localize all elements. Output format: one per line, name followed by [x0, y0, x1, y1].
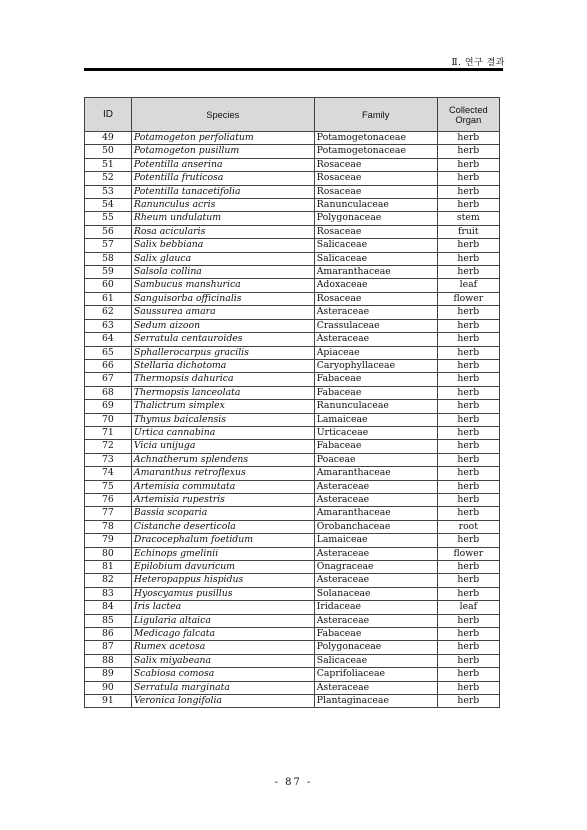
- cell-family: Solanaceae: [314, 587, 437, 600]
- cell-family: Asteraceae: [314, 333, 437, 346]
- cell-id: 72: [85, 440, 132, 453]
- table-row: [85, 158, 500, 171]
- table-row: [85, 225, 500, 238]
- cell-id: 85: [85, 614, 132, 627]
- cell-id: 51: [85, 158, 132, 171]
- cell-id: 82: [85, 574, 132, 587]
- cell-species: Potentilla anserina: [131, 158, 314, 171]
- cell-family: Fabaceae: [314, 386, 437, 399]
- cell-species: Potamogeton perfoliatum: [131, 132, 314, 145]
- cell-species: Achnatherum splendens: [131, 453, 314, 466]
- cell-family: Ranunculaceae: [314, 400, 437, 413]
- table-row: [85, 547, 500, 560]
- table-row: [85, 132, 500, 145]
- cell-family: Asteraceae: [314, 493, 437, 506]
- table-row: [85, 453, 500, 466]
- cell-species: Salix bebbiana: [131, 239, 314, 252]
- cell-family: Plantaginaceae: [314, 695, 437, 708]
- cell-organ: herb: [437, 493, 499, 506]
- cell-species: Dracocephalum foetidum: [131, 534, 314, 547]
- cell-id: 64: [85, 333, 132, 346]
- cell-species: Bassia scoparia: [131, 507, 314, 520]
- cell-organ: herb: [437, 614, 499, 627]
- cell-organ: herb: [437, 145, 499, 158]
- cell-species: Potamogeton pusillum: [131, 145, 314, 158]
- column-header-collected-organ: [437, 98, 499, 132]
- cell-family: Polygonaceae: [314, 641, 437, 654]
- table-body: [85, 132, 500, 708]
- cell-organ: root: [437, 520, 499, 533]
- cell-id: 67: [85, 373, 132, 386]
- table-row: [85, 239, 500, 252]
- cell-family: Rosaceae: [314, 172, 437, 185]
- cell-family: Fabaceae: [314, 440, 437, 453]
- cell-organ: herb: [437, 252, 499, 265]
- cell-species: Sambucus manshurica: [131, 279, 314, 292]
- header-rule: [84, 68, 503, 71]
- cell-family: Crassulaceae: [314, 319, 437, 332]
- cell-family: Amaranthaceae: [314, 266, 437, 279]
- cell-organ: herb: [437, 359, 499, 372]
- table-row: [85, 400, 500, 413]
- cell-id: 78: [85, 520, 132, 533]
- cell-id: 71: [85, 426, 132, 439]
- cell-family: Asteraceae: [314, 681, 437, 694]
- cell-species: Thermopsis lanceolata: [131, 386, 314, 399]
- cell-id: 66: [85, 359, 132, 372]
- cell-family: Fabaceae: [314, 373, 437, 386]
- table-row: [85, 252, 500, 265]
- table-row: [85, 346, 500, 359]
- table-row: [85, 507, 500, 520]
- cell-family: Adoxaceae: [314, 279, 437, 292]
- cell-organ: herb: [437, 587, 499, 600]
- table-row: [85, 561, 500, 574]
- cell-organ: herb: [437, 628, 499, 641]
- cell-id: 75: [85, 480, 132, 493]
- table-row: [85, 654, 500, 667]
- cell-id: 84: [85, 601, 132, 614]
- cell-id: 91: [85, 695, 132, 708]
- cell-species: Thermopsis dahurica: [131, 373, 314, 386]
- cell-species: Echinops gmelinii: [131, 547, 314, 560]
- cell-id: 77: [85, 507, 132, 520]
- cell-species: Potentilla fruticosa: [131, 172, 314, 185]
- table-row: [85, 574, 500, 587]
- collected-organ-line1: Collected: [448, 104, 488, 115]
- cell-id: 76: [85, 493, 132, 506]
- cell-organ: herb: [437, 574, 499, 587]
- cell-id: 56: [85, 225, 132, 238]
- cell-organ: herb: [437, 654, 499, 667]
- cell-family: Potamogetonaceae: [314, 132, 437, 145]
- cell-id: 86: [85, 628, 132, 641]
- cell-species: Thalictrum simplex: [131, 400, 314, 413]
- table-row: [85, 628, 500, 641]
- cell-species: Potentilla tanacetifolia: [131, 185, 314, 198]
- cell-id: 54: [85, 199, 132, 212]
- cell-organ: herb: [437, 453, 499, 466]
- cell-species: Salix miyabeana: [131, 654, 314, 667]
- cell-id: 55: [85, 212, 132, 225]
- cell-family: Lamaiceae: [314, 413, 437, 426]
- table-row: [85, 279, 500, 292]
- cell-family: Asteraceae: [314, 480, 437, 493]
- table-row: [85, 172, 500, 185]
- collected-organ-line2: Organ: [455, 114, 482, 125]
- table-row: [85, 601, 500, 614]
- cell-id: 83: [85, 587, 132, 600]
- cell-id: 61: [85, 292, 132, 305]
- cell-species: Artemisia rupestris: [131, 493, 314, 506]
- cell-family: Fabaceae: [314, 628, 437, 641]
- cell-id: 59: [85, 266, 132, 279]
- table-row: [85, 359, 500, 372]
- cell-family: Amaranthaceae: [314, 507, 437, 520]
- cell-id: 73: [85, 453, 132, 466]
- cell-species: Scabiosa comosa: [131, 668, 314, 681]
- table-row: [85, 373, 500, 386]
- cell-species: Saussurea amara: [131, 306, 314, 319]
- cell-id: 49: [85, 132, 132, 145]
- cell-family: Potamogetonaceae: [314, 145, 437, 158]
- table-row: [85, 185, 500, 198]
- cell-organ: herb: [437, 400, 499, 413]
- cell-family: Asteraceae: [314, 614, 437, 627]
- cell-id: 60: [85, 279, 132, 292]
- cell-family: Urticaceae: [314, 426, 437, 439]
- table-row: [85, 440, 500, 453]
- cell-species: Sedum aizoon: [131, 319, 314, 332]
- cell-id: 88: [85, 654, 132, 667]
- header-row: [85, 98, 500, 132]
- cell-id: 62: [85, 306, 132, 319]
- cell-species: Amaranthus retroflexus: [131, 467, 314, 480]
- cell-family: Lamaiceae: [314, 534, 437, 547]
- cell-id: 90: [85, 681, 132, 694]
- cell-organ: herb: [437, 346, 499, 359]
- cell-organ: herb: [437, 386, 499, 399]
- cell-organ: herb: [437, 467, 499, 480]
- cell-organ: herb: [437, 185, 499, 198]
- table-row: [85, 668, 500, 681]
- cell-organ: herb: [437, 681, 499, 694]
- cell-species: Ligularia altaica: [131, 614, 314, 627]
- cell-id: 79: [85, 534, 132, 547]
- cell-species: Stellaria dichotoma: [131, 359, 314, 372]
- cell-organ: herb: [437, 440, 499, 453]
- cell-organ: herb: [437, 199, 499, 212]
- cell-species: Medicago falcata: [131, 628, 314, 641]
- cell-species: Sanguisorba officinalis: [131, 292, 314, 305]
- cell-id: 69: [85, 400, 132, 413]
- cell-organ: leaf: [437, 601, 499, 614]
- table-row: [85, 467, 500, 480]
- cell-organ: herb: [437, 239, 499, 252]
- cell-species: Rheum undulatum: [131, 212, 314, 225]
- cell-species: Rumex acetosa: [131, 641, 314, 654]
- cell-species: Hyoscyamus pusillus: [131, 587, 314, 600]
- table-row: [85, 413, 500, 426]
- cell-organ: herb: [437, 561, 499, 574]
- cell-organ: herb: [437, 373, 499, 386]
- table-row: [85, 212, 500, 225]
- cell-id: 81: [85, 561, 132, 574]
- cell-species: Thymus baicalensis: [131, 413, 314, 426]
- table-row: [85, 641, 500, 654]
- cell-organ: herb: [437, 534, 499, 547]
- cell-id: 68: [85, 386, 132, 399]
- table-row: [85, 145, 500, 158]
- cell-id: 58: [85, 252, 132, 265]
- cell-id: 63: [85, 319, 132, 332]
- cell-family: Rosaceae: [314, 158, 437, 171]
- cell-organ: herb: [437, 172, 499, 185]
- cell-family: Polygonaceae: [314, 212, 437, 225]
- table-row: [85, 199, 500, 212]
- cell-family: Rosaceae: [314, 185, 437, 198]
- cell-family: Poaceae: [314, 453, 437, 466]
- cell-species: Salix glauca: [131, 252, 314, 265]
- table-row: [85, 520, 500, 533]
- cell-id: 52: [85, 172, 132, 185]
- table-row: [85, 333, 500, 346]
- table-row: [85, 681, 500, 694]
- cell-family: Caryophyllaceae: [314, 359, 437, 372]
- cell-species: Serratula centauroides: [131, 333, 314, 346]
- cell-species: Salsola collina: [131, 266, 314, 279]
- cell-organ: herb: [437, 641, 499, 654]
- table-row: [85, 292, 500, 305]
- table-row: [85, 587, 500, 600]
- cell-species: Cistanche deserticola: [131, 520, 314, 533]
- table-row: [85, 695, 500, 708]
- cell-organ: herb: [437, 507, 499, 520]
- column-header-species: Species: [131, 98, 314, 132]
- cell-family: Rosaceae: [314, 225, 437, 238]
- cell-family: Apiaceae: [314, 346, 437, 359]
- cell-family: Onagraceae: [314, 561, 437, 574]
- cell-family: Caprifoliaceae: [314, 668, 437, 681]
- section-header: Ⅱ. 연구 결과: [451, 58, 505, 68]
- cell-family: Asteraceae: [314, 547, 437, 560]
- cell-family: Salicaceae: [314, 239, 437, 252]
- cell-species: Vicia unijuga: [131, 440, 314, 453]
- cell-family: Amaranthaceae: [314, 467, 437, 480]
- cell-species: Urtica cannabina: [131, 426, 314, 439]
- column-header-family: Family: [314, 98, 437, 132]
- cell-organ: flower: [437, 292, 499, 305]
- cell-organ: herb: [437, 306, 499, 319]
- table-row: [85, 426, 500, 439]
- cell-organ: flower: [437, 547, 499, 560]
- cell-id: 50: [85, 145, 132, 158]
- cell-family: Asteraceae: [314, 306, 437, 319]
- cell-organ: herb: [437, 319, 499, 332]
- table-row: [85, 319, 500, 332]
- cell-organ: herb: [437, 266, 499, 279]
- cell-species: Artemisia commutata: [131, 480, 314, 493]
- cell-family: Salicaceae: [314, 654, 437, 667]
- cell-organ: herb: [437, 668, 499, 681]
- table-row: [85, 534, 500, 547]
- cell-organ: herb: [437, 158, 499, 171]
- column-header-id: ID: [85, 98, 132, 132]
- cell-id: 65: [85, 346, 132, 359]
- cell-id: 89: [85, 668, 132, 681]
- cell-organ: herb: [437, 426, 499, 439]
- cell-family: Rosaceae: [314, 292, 437, 305]
- table-row: [85, 614, 500, 627]
- cell-family: Ranunculaceae: [314, 199, 437, 212]
- cell-id: 80: [85, 547, 132, 560]
- cell-species: Serratula marginata: [131, 681, 314, 694]
- cell-family: Asteraceae: [314, 574, 437, 587]
- cell-organ: herb: [437, 480, 499, 493]
- species-table: [84, 97, 500, 708]
- cell-species: Sphallerocarpus gracilis: [131, 346, 314, 359]
- cell-family: Salicaceae: [314, 252, 437, 265]
- table-header: [85, 98, 500, 132]
- cell-species: Rosa acicularis: [131, 225, 314, 238]
- cell-id: 57: [85, 239, 132, 252]
- cell-id: 70: [85, 413, 132, 426]
- cell-species: Ranunculus acris: [131, 199, 314, 212]
- cell-id: 53: [85, 185, 132, 198]
- cell-id: 87: [85, 641, 132, 654]
- cell-id: 74: [85, 467, 132, 480]
- cell-species: Iris lactea: [131, 601, 314, 614]
- table-row: [85, 493, 500, 506]
- table-row: [85, 266, 500, 279]
- table-row: [85, 306, 500, 319]
- cell-organ: leaf: [437, 279, 499, 292]
- cell-organ: stem: [437, 212, 499, 225]
- cell-organ: herb: [437, 132, 499, 145]
- table-row: [85, 386, 500, 399]
- cell-species: Veronica longifolia: [131, 695, 314, 708]
- cell-species: Epilobium davuricum: [131, 561, 314, 574]
- cell-organ: herb: [437, 695, 499, 708]
- cell-organ: fruit: [437, 225, 499, 238]
- cell-organ: herb: [437, 413, 499, 426]
- page-number: - 87 -: [274, 777, 313, 788]
- table-row: [85, 480, 500, 493]
- cell-organ: herb: [437, 333, 499, 346]
- cell-family: Orobanchaceae: [314, 520, 437, 533]
- cell-species: Heteropappus hispidus: [131, 574, 314, 587]
- cell-family: Iridaceae: [314, 601, 437, 614]
